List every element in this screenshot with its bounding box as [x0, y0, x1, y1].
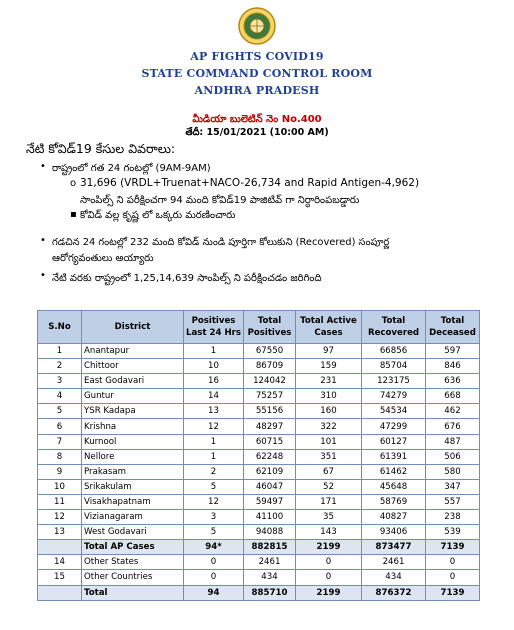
cell-deceased: 597 — [426, 344, 480, 359]
cell-recovered: 40827 — [362, 510, 426, 525]
cell-recovered: 74279 — [362, 389, 426, 404]
section-title: నేటి కోవిడ్19 కేసుల వివరాలు: — [26, 141, 176, 156]
district-rows — [38, 344, 480, 540]
cell-deceased: 238 — [426, 510, 480, 525]
cell-sno: 1 — [38, 344, 82, 359]
cell-recovered: 85704 — [362, 359, 426, 374]
cell-deceased: 506 — [426, 449, 480, 464]
cell-total-positives: 94088 — [244, 525, 296, 540]
cell-deceased: 0 — [426, 570, 480, 585]
cell-active: 159 — [296, 359, 362, 374]
grand-total-row — [38, 585, 480, 600]
cell-recovered: 61391 — [362, 449, 426, 464]
cell-deceased: 7139 — [426, 585, 480, 600]
table-row — [38, 434, 480, 449]
cell-sno: 13 — [38, 525, 82, 540]
table-row — [38, 494, 480, 509]
col-header-total-positives: Total Positives — [244, 311, 296, 344]
table-row — [38, 404, 480, 419]
cell-total-positives: 48297 — [244, 419, 296, 434]
cell-positives-24h: 13 — [184, 404, 244, 419]
table-row — [38, 510, 480, 525]
cell-sno: 11 — [38, 494, 82, 509]
cell-recovered: 60127 — [362, 434, 426, 449]
cell-active: 2199 — [296, 540, 362, 555]
table-row — [38, 479, 480, 494]
cell-deceased: 557 — [426, 494, 480, 509]
cell-positives-24h: 1 — [184, 449, 244, 464]
cell-sno: 4 — [38, 389, 82, 404]
cell-sno: 7 — [38, 434, 82, 449]
cell-active: 231 — [296, 374, 362, 389]
sub-bullet-samples-cont: సాంపిల్స్ ని పరీక్షించగా 94 మంది కోవిడ్19 పాజిటివ్ గా నిర్ధారింపబడ్డారు — [80, 195, 360, 206]
cell-district: YSR Kadapa — [82, 404, 184, 419]
cell-recovered: 434 — [362, 570, 426, 585]
cell-deceased: 7139 — [426, 540, 480, 555]
cell-district: Anantapur — [82, 344, 184, 359]
cell-total-positives: 62109 — [244, 464, 296, 479]
bullet-total-samples: నేటి వరకు రాష్ట్రంలో 1,25,14,639 సాంపిల్స్ ని పరీక్షించడం జరిగింది — [52, 273, 322, 284]
col-header-recovered: Total Recovered — [362, 311, 426, 344]
cell-district: Nellore — [82, 449, 184, 464]
bullet-recovered-cont: ఆరోగ్యవంతులు అయ్యారు — [52, 253, 154, 264]
cell-recovered: 45648 — [362, 479, 426, 494]
cell-sno: 2 — [38, 359, 82, 374]
cell-positives-24h: 0 — [184, 555, 244, 570]
cell-deceased: 668 — [426, 389, 480, 404]
table-row — [38, 555, 480, 570]
cell-total-positives: 2461 — [244, 555, 296, 570]
cell-positives-24h: 5 — [184, 525, 244, 540]
cell-sno: 12 — [38, 510, 82, 525]
district-cases-table — [37, 310, 480, 601]
cell-district: Kurnool — [82, 434, 184, 449]
cell-total-positives: 60715 — [244, 434, 296, 449]
cell-active: 2199 — [296, 585, 362, 600]
cell-active: 351 — [296, 449, 362, 464]
col-header-district: District — [82, 311, 184, 344]
table-row — [38, 525, 480, 540]
cell-total-positives: 55156 — [244, 404, 296, 419]
cell-district: Prakasam — [82, 464, 184, 479]
cell-positives-24h: 16 — [184, 374, 244, 389]
cell-sno: 8 — [38, 449, 82, 464]
sub-bullet-deaths: కోవిడ్ వల్ల కృష్ణ లో ఒక్కరు మరణించారు — [80, 210, 236, 221]
cell-active: 0 — [296, 555, 362, 570]
col-header-sno: S.No — [38, 311, 82, 344]
cell-sno: 5 — [38, 404, 82, 419]
cell-active: 143 — [296, 525, 362, 540]
bullet-dot: • — [40, 235, 46, 246]
table-header-row — [38, 311, 480, 344]
cell-active: 0 — [296, 570, 362, 585]
cell-total-positives: 86709 — [244, 359, 296, 374]
col-header-positives-24h: Positives Last 24 Hrs — [184, 311, 244, 344]
bullet-24hr-tests: రాష్ట్రంలో గత 24 గంటల్లో (9AM-9AM) — [52, 163, 211, 174]
cell-sno: 6 — [38, 419, 82, 434]
header-subtitle: STATE COMMAND CONTROL ROOM — [141, 67, 373, 80]
cell-recovered: 2461 — [362, 555, 426, 570]
cell-positives-24h: 94 — [184, 585, 244, 600]
cell-active: 160 — [296, 404, 362, 419]
cell-district: Total — [82, 585, 184, 600]
cell-total-positives: 75257 — [244, 389, 296, 404]
cell-active: 101 — [296, 434, 362, 449]
cell-total-positives: 67550 — [244, 344, 296, 359]
cell-total-positives: 62248 — [244, 449, 296, 464]
cell-positives-24h: 1 — [184, 434, 244, 449]
bulletin-date: తేదీ: 15/01/2021 (10:00 AM) — [185, 127, 329, 138]
cell-recovered: 66856 — [362, 344, 426, 359]
cell-deceased: 487 — [426, 434, 480, 449]
cell-district: Guntur — [82, 389, 184, 404]
cell-sno: 10 — [38, 479, 82, 494]
cell-active: 310 — [296, 389, 362, 404]
cell-active: 35 — [296, 510, 362, 525]
cell-positives-24h: 5 — [184, 479, 244, 494]
cell-district: West Godavari — [82, 525, 184, 540]
cell-positives-24h: 12 — [184, 494, 244, 509]
cell-positives-24h: 0 — [184, 570, 244, 585]
cell-deceased: 539 — [426, 525, 480, 540]
bullet-dot: • — [40, 270, 46, 281]
cell-total-positives: 885710 — [244, 585, 296, 600]
cell-active: 322 — [296, 419, 362, 434]
cell-sno: 9 — [38, 464, 82, 479]
table-row — [38, 359, 480, 374]
table-row — [38, 389, 480, 404]
cell-positives-24h: 94* — [184, 540, 244, 555]
cell-recovered: 876372 — [362, 585, 426, 600]
cell-deceased: 580 — [426, 464, 480, 479]
total-ap-row — [38, 540, 480, 555]
cell-deceased: 636 — [426, 374, 480, 389]
col-header-active: Total Active Cases — [296, 311, 362, 344]
cell-recovered: 47299 — [362, 419, 426, 434]
cell-district: Visakhapatnam — [82, 494, 184, 509]
cell-positives-24h: 10 — [184, 359, 244, 374]
cell-total-positives: 46047 — [244, 479, 296, 494]
header-title: AP FIGHTS COVID19 — [190, 50, 324, 63]
cell-active: 52 — [296, 479, 362, 494]
cell-district: Vizianagaram — [82, 510, 184, 525]
cell-district: Krishna — [82, 419, 184, 434]
table-row — [38, 464, 480, 479]
cell-sno — [38, 585, 82, 600]
cell-recovered: 123175 — [362, 374, 426, 389]
cell-active: 171 — [296, 494, 362, 509]
cell-total-positives: 59497 — [244, 494, 296, 509]
cell-district: East Godavari — [82, 374, 184, 389]
table-row — [38, 570, 480, 585]
table-row — [38, 419, 480, 434]
table-row — [38, 344, 480, 359]
sub-bullet-samples: 31,696 (VRDL+Truenat+NACO-26,734 and Rapid Antigen-4,962) — [80, 177, 420, 189]
cell-active: 97 — [296, 344, 362, 359]
cell-recovered: 54534 — [362, 404, 426, 419]
cell-deceased: 347 — [426, 479, 480, 494]
cell-district: Other States — [82, 555, 184, 570]
bullet-dot: • — [40, 161, 46, 172]
cell-recovered: 873477 — [362, 540, 426, 555]
cell-district: Total AP Cases — [82, 540, 184, 555]
table-row — [38, 449, 480, 464]
cell-district: Chittoor — [82, 359, 184, 374]
cell-district: Other Countries — [82, 570, 184, 585]
cell-deceased: 462 — [426, 404, 480, 419]
cell-sno — [38, 540, 82, 555]
bullet-recovered: గడచిన 24 గంటల్లో 232 మంది కోవిడ్ నుండి పూర్తిగా కోలుకుని (Recovered) సంపూర్ణ — [52, 237, 390, 248]
cell-recovered: 93406 — [362, 525, 426, 540]
table-row — [38, 374, 480, 389]
andhra-pradesh-emblem — [237, 6, 277, 46]
cell-deceased: 0 — [426, 555, 480, 570]
cell-positives-24h: 14 — [184, 389, 244, 404]
cell-total-positives: 882815 — [244, 540, 296, 555]
cell-district: Srikakulam — [82, 479, 184, 494]
cell-sno: 3 — [38, 374, 82, 389]
cell-positives-24h: 1 — [184, 344, 244, 359]
cell-recovered: 58769 — [362, 494, 426, 509]
sub-bullet-square: ▪ — [70, 209, 77, 220]
cell-sno: 15 — [38, 570, 82, 585]
cell-total-positives: 41100 — [244, 510, 296, 525]
cell-sno: 14 — [38, 555, 82, 570]
cell-deceased: 846 — [426, 359, 480, 374]
header-state: ANDHRA PRADESH — [194, 84, 320, 97]
cell-positives-24h: 3 — [184, 510, 244, 525]
cell-positives-24h: 2 — [184, 464, 244, 479]
cell-positives-24h: 12 — [184, 419, 244, 434]
sub-bullet-circle: o — [70, 178, 77, 189]
cell-total-positives: 124042 — [244, 374, 296, 389]
cell-recovered: 61462 — [362, 464, 426, 479]
bulletin-number: మీడియా బులెటిన్ నెం No.400 — [192, 114, 322, 125]
col-header-deceased: Total Deceased — [426, 311, 480, 344]
cell-deceased: 676 — [426, 419, 480, 434]
cell-active: 67 — [296, 464, 362, 479]
cell-total-positives: 434 — [244, 570, 296, 585]
summary-rows — [38, 540, 480, 600]
